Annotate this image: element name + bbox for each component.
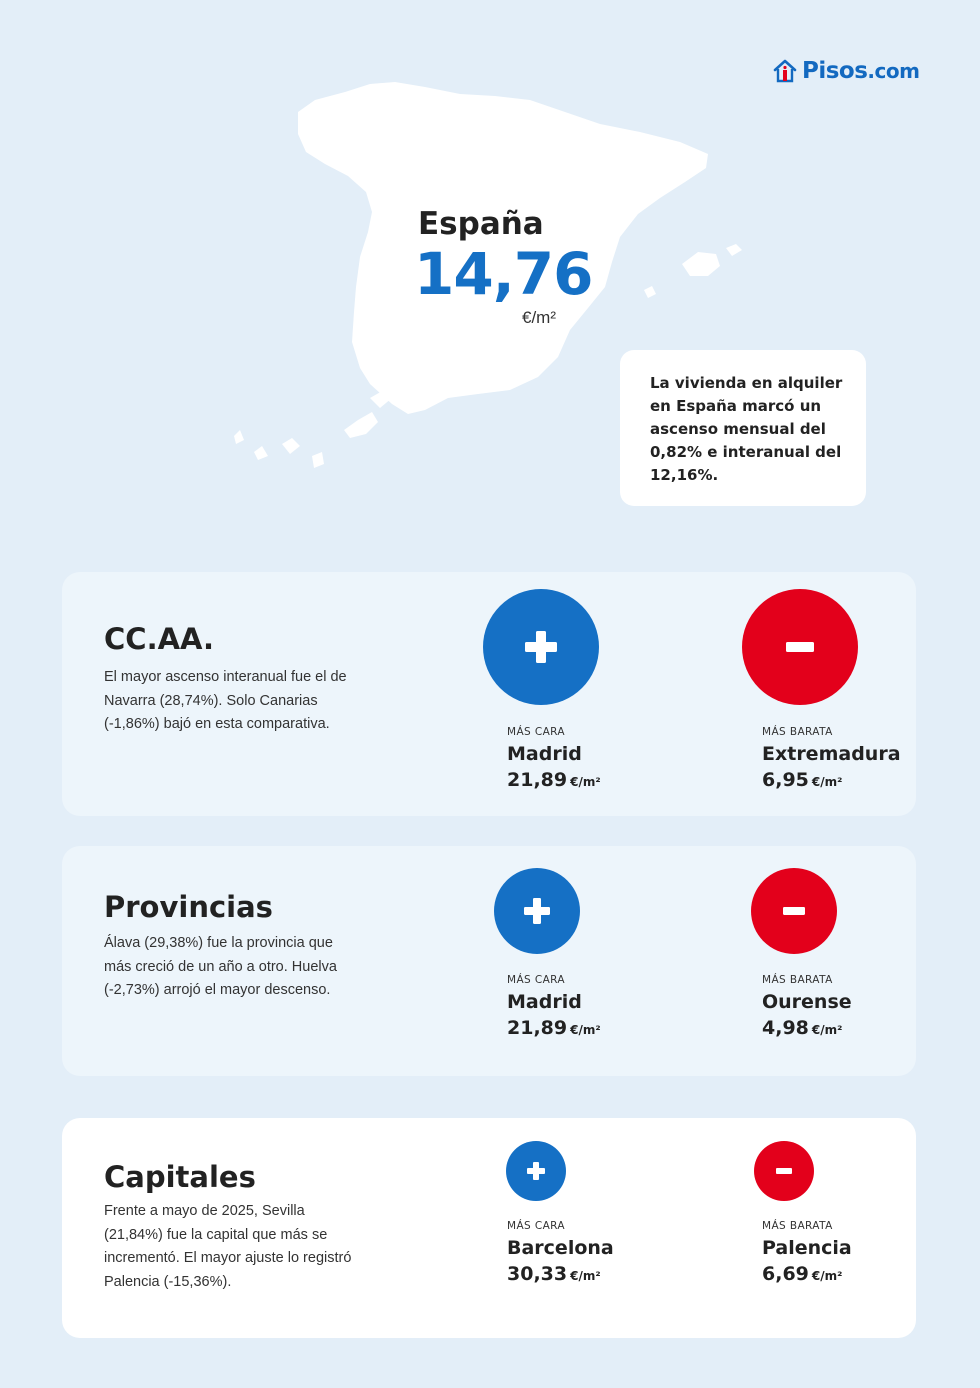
pisos-logo[interactable] (772, 58, 919, 84)
plus-circle-icon (483, 589, 599, 705)
stat-value: 4,98 (762, 1017, 809, 1039)
stat-name: Madrid (507, 743, 582, 765)
section-description: Álava (29,38%) fue la provincia que más creció de un año a otro. Huelva (-2,73%) arrojó el mayor descenso. (104, 935, 337, 998)
stat-tag: MÁS CARA (507, 1220, 566, 1232)
section-provincias (62, 846, 916, 1076)
stat-unit: €/m² (570, 1269, 601, 1283)
stat-name: Extremadura (762, 743, 901, 765)
hero-price-unit: €/m² (522, 308, 556, 327)
stat-unit: €/m² (811, 1269, 843, 1283)
section-ccaa (62, 572, 916, 816)
stat-tag: MÁS BARATA (762, 974, 833, 986)
section-capitales (62, 1118, 916, 1338)
cheapest-stat (762, 1220, 852, 1285)
minus-circle-icon (742, 589, 858, 705)
stat-tag: MÁS CARA (507, 726, 566, 738)
section-title: Capitales (104, 1160, 256, 1194)
most-expensive-stat (507, 974, 601, 1039)
most-expensive-stat (507, 1220, 614, 1285)
cheapest-stat (762, 726, 901, 791)
section-description: El mayor ascenso interanual fue el de Navarra (28,74%). Solo Canarias (-1,86%) bajó en esta comparativa. (104, 669, 347, 732)
summary-text: La vivienda en alquiler en España marcó un ascenso mensual del 0,82% e interanual del 12,16%. (650, 374, 843, 484)
stat-name: Ourense (762, 991, 852, 1013)
section-title: Provincias (104, 890, 273, 924)
logo-suffix: .com (867, 59, 920, 83)
stat-tag: MÁS BARATA (762, 1220, 833, 1232)
stat-name: Palencia (762, 1237, 852, 1259)
stat-unit: €/m² (570, 775, 601, 789)
hero-price-value: 14,76 (414, 240, 593, 308)
stat-value: 21,89 (507, 769, 568, 791)
minus-circle-icon (754, 1141, 814, 1201)
stat-unit: €/m² (811, 775, 843, 789)
most-expensive-stat (507, 726, 601, 791)
stat-name: Madrid (507, 991, 582, 1013)
stat-value: 30,33 (507, 1263, 568, 1285)
section-title: CC.AA. (104, 622, 215, 656)
stat-unit: €/m² (811, 1023, 843, 1037)
cheapest-stat (762, 974, 852, 1039)
stat-unit: €/m² (570, 1023, 601, 1037)
logo-text: Pisos (802, 58, 868, 84)
stat-tag: MÁS CARA (507, 974, 566, 986)
stat-value: 21,89 (507, 1017, 568, 1039)
plus-circle-icon (494, 868, 580, 954)
stat-value: 6,95 (762, 769, 809, 791)
hero-country: España (418, 206, 544, 242)
stat-value: 6,69 (762, 1263, 809, 1285)
plus-circle-icon (506, 1141, 566, 1201)
minus-circle-icon (751, 868, 837, 954)
section-description: Frente a mayo de 2025, Sevilla (21,84%) fue la capital que más se incrementó. El mayor ajuste lo registró Palencia (-15,36%). (104, 1203, 352, 1290)
stat-tag: MÁS BARATA (762, 726, 833, 738)
summary-box (620, 350, 866, 506)
house-icon (772, 58, 798, 84)
stat-name: Barcelona (507, 1237, 614, 1259)
